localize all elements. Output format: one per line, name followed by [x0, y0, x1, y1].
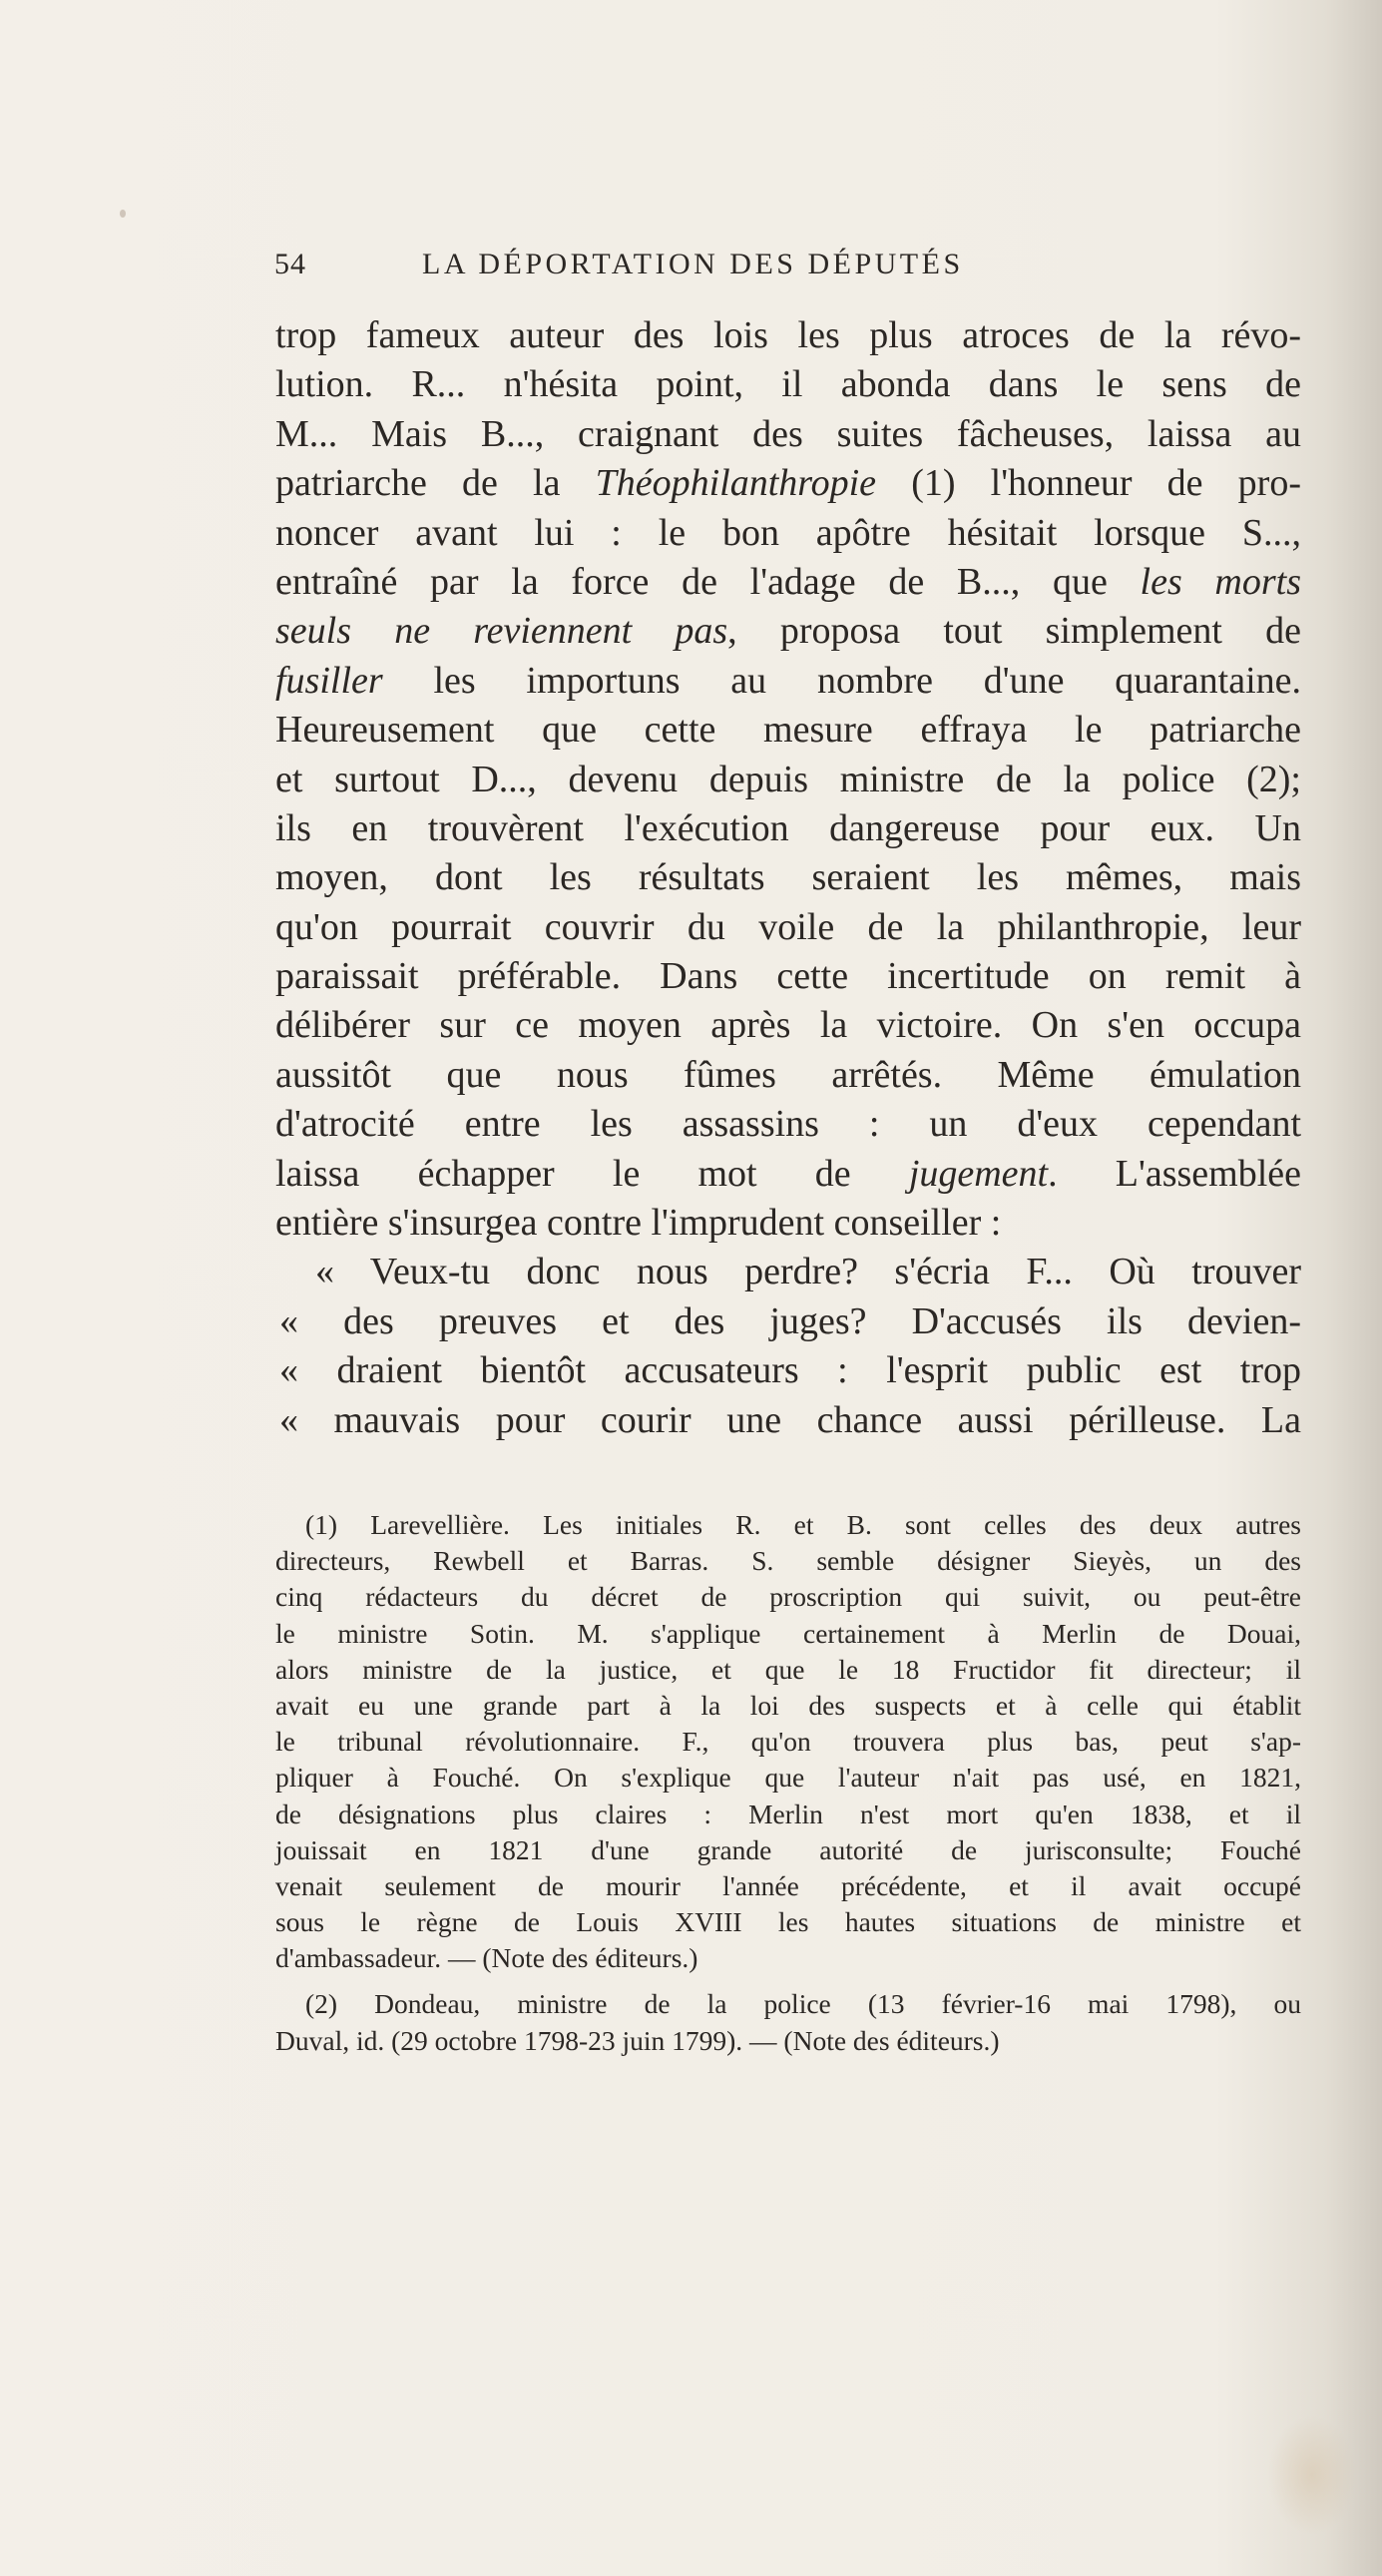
running-title: LA DÉPORTATION DES DÉPUTÉS — [422, 248, 964, 280]
footnote-line: jouissait en 1821 d'une grande autorité de jurisconsulte; Fouché — [275, 1833, 1301, 1865]
text-segment: laissa échapper le mot de — [275, 1152, 909, 1195]
paper-stain — [1267, 2415, 1357, 2535]
footnotes — [275, 1507, 1301, 2059]
text-segment: , proposa tout simplement de — [727, 610, 1301, 653]
footnote-line: le ministre Sotin. M. s'applique certainement à Merlin de Douai, — [275, 1617, 1301, 1649]
text-segment: (1) l'honneur de pro- — [876, 462, 1301, 505]
text-line: M... Mais B..., craignant des suites fâcheuses, laissa au — [275, 412, 1301, 455]
footnote-line: pliquer à Fouché. On s'explique que l'auteur n'ait pas usé, en 1821, — [275, 1762, 1301, 1794]
footnote-line: le tribunal révolutionnaire. F., qu'on trouvera plus bas, peut s'ap- — [275, 1726, 1301, 1758]
text-line — [275, 459, 1301, 508]
italic-term: jugement — [908, 1152, 1049, 1195]
footnote-line: directeurs, Rewbell et Barras. S. semble désigner Sieyès, un des — [275, 1545, 1301, 1577]
footnote-line: (2) Dondeau, ministre de la police (13 février-16 mai 1798), ou — [305, 1988, 1301, 2020]
text-line — [275, 1150, 1301, 1199]
text-segment: patriarche de la — [275, 462, 596, 505]
text-line: d'atrocité entre les assassins : un d'eux cependant — [275, 1103, 1301, 1146]
footnote-line: venait seulement de mourir l'année précédente, et il avait occupé — [275, 1869, 1301, 1901]
text-line: ils en trouvèrent l'exécution dangereuse pour eux. Un — [275, 806, 1301, 849]
footnote-line: avait eu une grande part à la loi des suspects et à celle qui établit — [275, 1689, 1301, 1721]
quote-line: « Veux-tu donc nous perdre? s'écria F... Où trouver — [315, 1251, 1301, 1293]
italic-term: seuls — [275, 610, 351, 653]
footnote-line: (1) Larevellière. Les initiales R. et B. sont celles des deux autres — [305, 1509, 1301, 1540]
page-number: 54 — [274, 248, 306, 280]
text-line: et surtout D..., devenu depuis ministre de la police (2); — [275, 758, 1301, 800]
italic-term: les morts — [1140, 560, 1301, 603]
text-line: paraissait préférable. Dans cette incertitude on remit à — [275, 955, 1301, 998]
text-line: aussitôt que nous fûmes arrêtés. Même émulation — [275, 1053, 1301, 1096]
text-line — [275, 657, 1301, 706]
text-line: moyen, dont les résultats seraient les mêmes, mais — [275, 856, 1301, 899]
italic-term: ne reviennent pas — [394, 610, 728, 653]
main-text — [275, 311, 1301, 1445]
text-line — [275, 607, 1301, 656]
footnote-line: alors ministre de la justice, et que le 18 Fructidor fit directeur; il — [275, 1653, 1301, 1685]
page-header — [274, 248, 1133, 287]
footnote-line: cinq rédacteurs du décret de proscription qui suivit, ou peut-être — [275, 1581, 1301, 1613]
text-line: noncer avant lui : le bon apôtre hésitait lorsque S..., — [275, 511, 1301, 554]
italic-term: Théophilanthropie — [595, 462, 877, 505]
text-segment: entraîné par la force de l'adage de B..., que — [275, 560, 1141, 603]
footnote-line: de désignations plus claires : Merlin n'est mort qu'en 1838, et il — [275, 1798, 1301, 1829]
text-segment: . L'assemblée — [1048, 1152, 1301, 1195]
paper-speck — [120, 210, 126, 218]
text-line: entière s'insurgea contre l'imprudent conseiller : — [275, 1202, 1002, 1245]
text-line: délibérer sur ce moyen après la victoire. On s'en occupa — [275, 1004, 1301, 1047]
quote-line: « des preuves et des juges? D'accusés ils devien- — [279, 1299, 1301, 1342]
footnote-spacer — [275, 1976, 1301, 1986]
footnote-line: d'ambassadeur. — (Note des éditeurs.) — [275, 1942, 698, 1974]
quote-line: « draient bientôt accusateurs : l'esprit public est trop — [279, 1349, 1301, 1392]
text-line: lution. R... n'hésita point, il abonda dans le sens de — [275, 363, 1301, 406]
text-segment: les importuns au nombre d'une quarantaine. — [382, 659, 1301, 702]
text-line: Heureusement que cette mesure effraya le patriarche — [275, 709, 1301, 752]
quote-line: « mauvais pour courir une chance aussi périlleuse. La — [279, 1398, 1301, 1441]
text-line: trop fameux auteur des lois les plus atroces de la révo- — [275, 314, 1301, 356]
footnote-line: Duval, id. (29 octobre 1798-23 juin 1799). — (Note des éditeurs.) — [275, 2024, 1000, 2056]
footnote-line: sous le règne de Louis XVIII les hautes situations de ministre et — [275, 1906, 1301, 1938]
italic-term: fusiller — [275, 659, 383, 702]
text-line: qu'on pourrait couvrir du voile de la philanthropie, leur — [275, 905, 1301, 948]
text-line — [275, 558, 1301, 607]
